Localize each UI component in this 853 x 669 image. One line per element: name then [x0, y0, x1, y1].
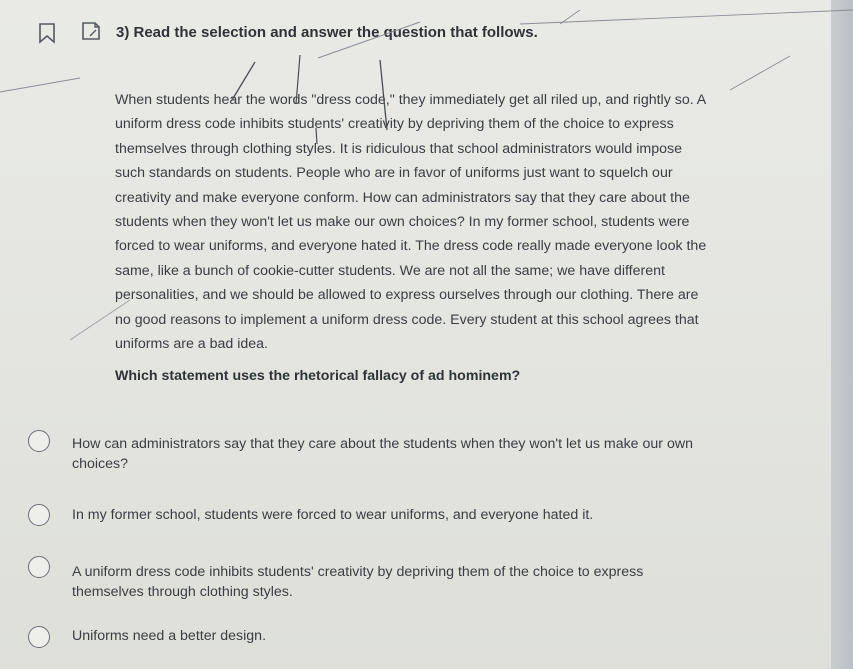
passage-line: When students hear the words "dress code," they immediately get all riled up, and rightly so. A: [115, 92, 707, 108]
answer-option-text[interactable]: [72, 626, 812, 646]
passage-line: such standards on students. People who are in favor of uniforms just want to squelch our: [115, 165, 673, 182]
passage-line: personalities, and we should be allowed to express ourselves through our clothing. There are: [115, 287, 699, 304]
option-line: In my former school, students were forced to wear uniforms, and everyone hated it.: [72, 507, 594, 523]
passage-line: uniforms are a bad idea.: [115, 336, 269, 353]
passage-line: creativity and make everyone conform. How can administrators say that they care about the: [115, 189, 690, 206]
question-prompt: Which statement uses the rhetorical fallacy of ad hominem?: [115, 368, 521, 384]
question-title: 3) Read the selection and answer the question that follows.: [116, 24, 538, 41]
radio-button[interactable]: [28, 626, 50, 648]
bookmark-icon[interactable]: [36, 22, 58, 44]
passage-line: uniform dress code inhibits students' creativity by depriving them of the choice to express: [115, 116, 674, 133]
radio-button[interactable]: [28, 556, 50, 578]
answer-option-text[interactable]: [72, 562, 812, 602]
radio-button[interactable]: [28, 504, 50, 526]
option-line: Uniforms need a better design.: [72, 628, 267, 644]
option-line: choices?: [72, 456, 128, 472]
option-line: themselves through clothing styles.: [72, 584, 293, 600]
passage-line: students when they won't let us make our own choices? In my former school, students were: [115, 214, 690, 231]
window-edge: [831, 0, 853, 669]
option-line: How can administrators say that they care about the students when they won't let us make our own: [72, 436, 693, 452]
passage-line: same, like a bunch of cookie-cutter students. We are not all the same; we have different: [115, 262, 665, 279]
passage-line: no good reasons to implement a uniform dress code. Every student at this school agrees that: [115, 311, 699, 328]
notes-icon[interactable]: [80, 20, 102, 42]
passage-line: themselves through clothing styles. It is ridiculous that school administrators would impose: [115, 140, 682, 157]
answer-option-text[interactable]: [72, 505, 812, 525]
reading-passage: [115, 88, 805, 356]
radio-button[interactable]: [28, 430, 50, 452]
option-line: A uniform dress code inhibits students' creativity by depriving them of the choice to express: [72, 564, 644, 580]
answer-option-text[interactable]: [72, 434, 812, 474]
passage-line: forced to wear uniforms, and everyone hated it. The dress code really made everyone look the: [115, 238, 707, 255]
